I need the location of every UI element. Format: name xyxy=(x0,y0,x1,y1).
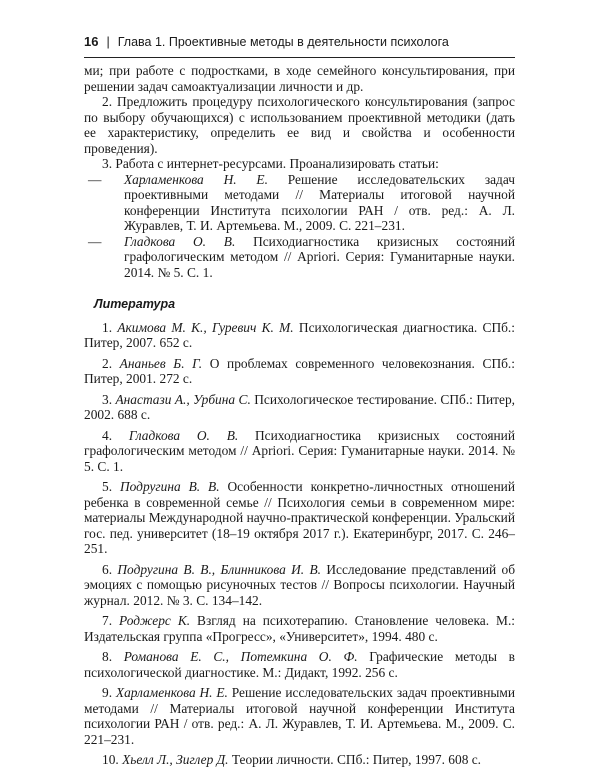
ref-text: Взгляд на психотерапию. Становление человека. М.: Издательская группа «Прогресс», «Университет», 1994. 480 с. xyxy=(84,613,516,644)
ref-text: Психологическая диагностика. СПб.: Питер, 2007. 652 с. xyxy=(84,319,515,350)
article-author: Гладкова О. В. xyxy=(124,233,236,249)
chapter-title: Глава 1. Проективные методы в деятельности психолога xyxy=(117,35,449,49)
ref-number: 10. xyxy=(102,752,123,767)
header-separator: | xyxy=(106,35,110,49)
page-number: 16 xyxy=(84,34,99,49)
ref-author: Подругина В. В., Блинникова И. В. xyxy=(117,561,321,577)
task-3: 3. Работа с интернет-ресурсами. Проанализировать статьи: xyxy=(102,156,439,171)
ref-author: Харламенкова Н. Е. xyxy=(115,685,228,700)
ref-text: Психологическое тестирование. СПб.: Питер, 2002. 688 с. xyxy=(84,391,516,422)
reference-item xyxy=(84,392,515,423)
reference-item xyxy=(84,685,515,747)
ref-number: 2. xyxy=(102,355,120,371)
literature-heading: Литература xyxy=(94,297,176,311)
ref-author: Анастази А., Урбина С. xyxy=(115,391,251,407)
ref-author: Хьелл Л., Зиглер Д. xyxy=(122,752,229,767)
ref-author: Акимова М. К., Гуревич К. М. xyxy=(117,319,294,335)
article-text: Решение исследовательских задач проективными методами // Материалы итоговой научной конференции Института психологии РАН / отв. ред.: А. Л. Журавлев, Т. И. Артемьева. М., 2009. С. 221–231. xyxy=(124,171,516,233)
header-rule xyxy=(84,57,515,58)
article-item xyxy=(84,234,515,281)
reference-item xyxy=(84,649,515,680)
article-author: Харламенкова Н. Е. xyxy=(124,171,268,187)
article-text: Психодиагностика кризисных состояний графологическим методом // Apriori. Серия: Гуманитарные науки. 2014. № 5. С. 1. xyxy=(124,233,515,280)
ref-number: 9. xyxy=(102,685,116,700)
page-body xyxy=(84,63,515,773)
ref-number: 3. xyxy=(102,391,116,407)
ref-number: 1. xyxy=(102,319,118,335)
ref-text: Теории личности. СПб.: Питер, 1997. 608 с. xyxy=(228,752,482,767)
reference-item xyxy=(84,752,515,768)
ref-author: Подругина В. В. xyxy=(119,479,220,494)
reference-item xyxy=(84,356,515,387)
running-header xyxy=(84,34,514,50)
ref-text: Особенности конкретно-личностных отношений ребенка в современной семье // Психология семьи в современном мире: материалы Международной научно-практической конференции. Уральский гос. пед. университет (18–19 октября 2017 г.). Екатеринбург, 2017. С. 246–251. xyxy=(84,479,515,556)
ref-number: 7. xyxy=(102,613,120,628)
task-2: 2. Предложить процедуру психологического консультирования (запрос по выбору обучающихся) с использованием проективной методики (дать ее характеристику, определить ее вид и свойства и особенности проведения). xyxy=(84,94,515,156)
ref-text: Психодиагностика кризисных состояний графологическим методом // Apriori. Серия: Гуманитарные науки. 2014. № 5. С. 1. xyxy=(84,427,516,474)
ref-text: Решение исследовательских задач проективными методами // Материалы итоговой научной конференции Института психологии РАН / отв. ред.: А. Л. Журавлев, Т. И. Артемьева. М., 2009. С. 221–231. xyxy=(84,685,515,747)
ref-number: 6. xyxy=(102,561,118,577)
ref-author: Романова Е. С., Потемкина О. Ф. xyxy=(123,649,358,664)
reference-item xyxy=(84,479,515,557)
ref-number: 8. xyxy=(102,649,124,664)
reference-item xyxy=(84,613,515,644)
ref-text: Исследование представлений об эмоциях с помощью рисуночных тестов // Вопросы психологии. Научный журнал. 2012. № 3. С. 134–142. xyxy=(84,561,516,608)
ref-number: 5. xyxy=(102,479,120,494)
reference-item xyxy=(84,562,515,609)
ref-text: О проблемах современного человекознания. СПб.: Питер, 2001. 272 с. xyxy=(84,355,515,386)
ref-text: Графические методы в психологической диагностике. М.: Дидакт, 1992. 256 с. xyxy=(84,649,515,680)
reference-item xyxy=(84,320,515,351)
ref-author: Роджерс К. xyxy=(119,613,191,628)
ref-author: Ананьев Б. Г. xyxy=(119,355,203,371)
ref-number: 4. xyxy=(102,427,129,443)
reference-item xyxy=(84,428,515,475)
dash-mark: — xyxy=(88,233,102,249)
dash-mark: — xyxy=(88,171,102,187)
continuation-paragraph: ми; при работе с подростками, в ходе семейного консультирования, при решении задач самоактуализации личности и др. xyxy=(84,63,515,94)
ref-author: Гладкова О. В. xyxy=(128,427,239,443)
article-item xyxy=(84,172,515,234)
